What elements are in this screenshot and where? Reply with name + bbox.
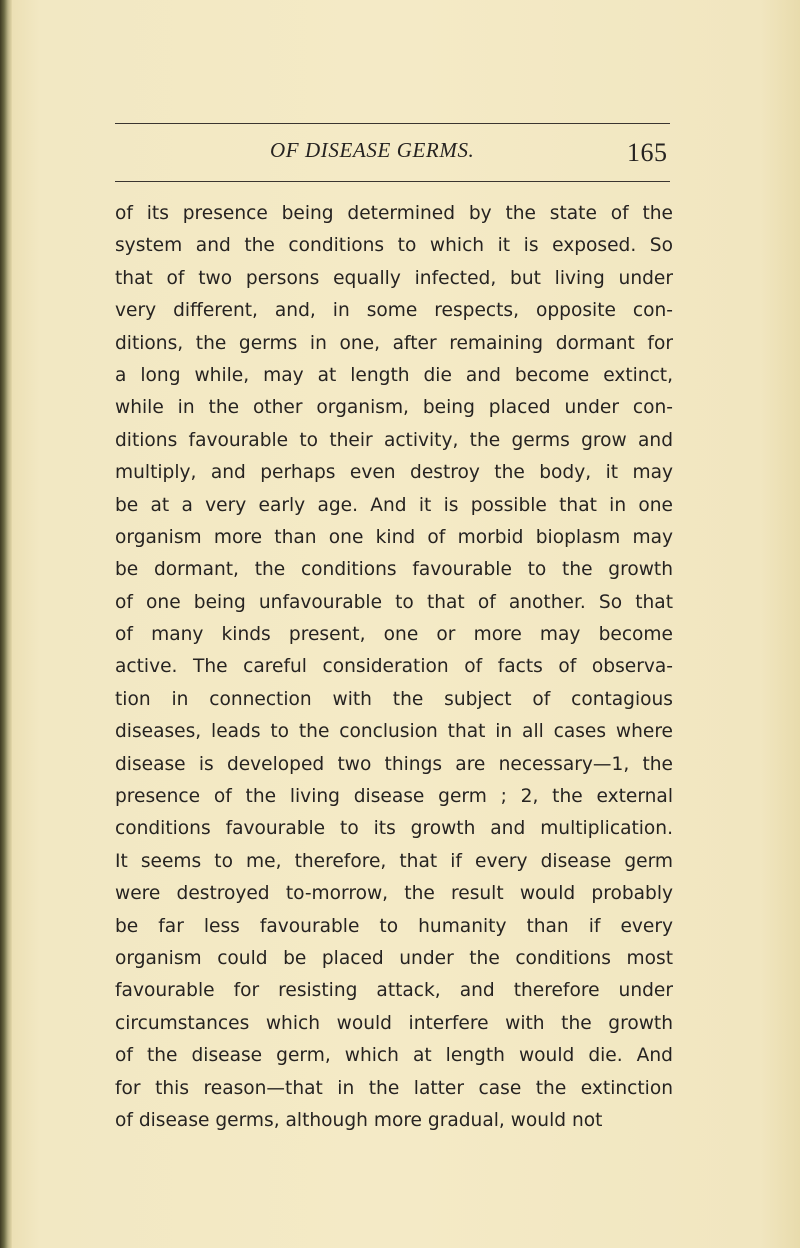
text-line: presence of the living disease germ ; 2, the external <box>115 786 673 808</box>
text-line: It seems to me, therefore, that if every disease germ <box>115 850 673 872</box>
text-line: a long while, may at length die and become extinct, <box>115 364 673 386</box>
running-head: OF DISEASE GERMS. <box>270 138 475 162</box>
text-line: circumstances which would interfere with the growth <box>115 1012 673 1034</box>
text-line: while in the other organism, being placed under con- <box>115 397 673 419</box>
text-line: very different, and, in some respects, opposite con- <box>115 300 673 322</box>
text-line: conditions favourable to its growth and multiplication. <box>115 818 673 840</box>
text-line: be at a very early age. And it is possible that in one <box>115 494 673 516</box>
text-line: that of two persons equally infected, but living under <box>115 267 673 289</box>
header-rule-top <box>115 123 670 124</box>
text-line: be far less favourable to humanity than if every <box>115 915 673 937</box>
text-line: were destroyed to-morrow, the result would probably <box>115 883 673 905</box>
text-line: for this reason—that in the latter case the extinction <box>115 1077 673 1099</box>
body-text <box>115 198 673 1137</box>
page-number: 165 <box>627 138 668 167</box>
text-line: of the disease germ, which at length would die. And <box>115 1045 673 1067</box>
text-line: active. The careful consideration of facts of observa- <box>115 656 673 678</box>
text-line: diseases, leads to the conclusion that in all cases where <box>115 721 673 743</box>
text-line: disease is developed two things are necessary—1, the <box>115 753 673 775</box>
text-line: be dormant, the conditions favourable to the growth <box>115 559 673 581</box>
text-line: tion in connection with the subject of contagious <box>115 688 673 710</box>
text-line: of its presence being determined by the state of the <box>115 203 673 224</box>
text-line: of one being unfavourable to that of another. So that <box>115 591 673 613</box>
text-line: favourable for resisting attack, and therefore under <box>115 980 673 1002</box>
text-line: ditions, the germs in one, after remaining dormant for <box>115 332 673 354</box>
text-line: of disease germs, although more gradual, would not <box>115 1109 603 1131</box>
page-gutter-edge <box>0 0 12 1248</box>
text-line: multiply, and perhaps even destroy the body, it may <box>115 462 673 484</box>
text-line: system and the conditions to which it is exposed. So <box>115 235 673 257</box>
text-line: ditions favourable to their activity, the germs grow and <box>115 429 673 451</box>
text-line: organism could be placed under the conditions most <box>115 947 673 969</box>
header-rule-bottom <box>115 181 670 182</box>
text-line: of many kinds present, one or more may become <box>115 624 673 646</box>
text-line: organism more than one kind of morbid bioplasm may <box>115 526 673 548</box>
